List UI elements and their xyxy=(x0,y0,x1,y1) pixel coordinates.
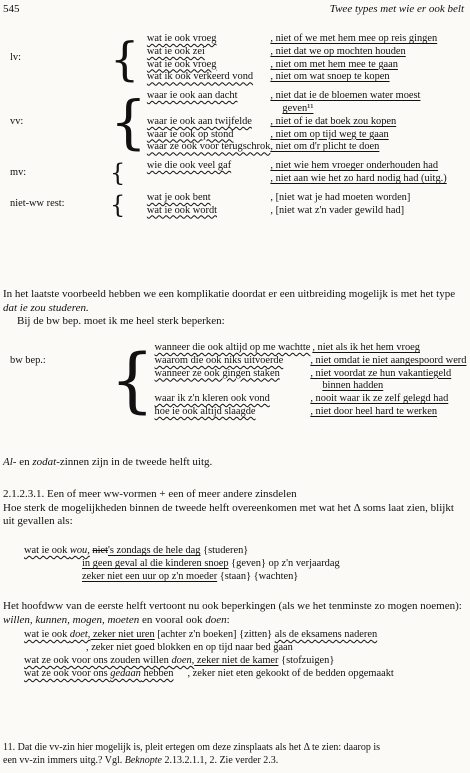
paragraph-1 xyxy=(3,288,465,329)
clause-right: , nooit waar ik ze zelf gelegd had xyxy=(310,393,449,405)
text-run: wou, xyxy=(69,545,90,556)
paragraph-italic: willen, kunnen, mogen, moeten xyxy=(3,613,140,626)
clause-left: wat ie ook vroeg xyxy=(146,33,217,44)
clause-left: wat ie ook vroeg xyxy=(146,58,217,70)
clause-left: wie die ook veel gaf xyxy=(146,160,232,172)
example-row xyxy=(10,90,447,103)
clause-left: waarom die ook niks uitvoerde xyxy=(154,354,284,366)
example-line xyxy=(24,654,464,667)
group-label-niet-ww-rest: niet-ww rest: xyxy=(10,198,65,210)
clause-right: , [niet wat z'n vader gewild had] xyxy=(270,204,405,216)
clause-right: binnen hadden xyxy=(322,380,384,392)
paragraph-italic: Al- xyxy=(3,456,17,468)
paragraph-italic: doen xyxy=(205,613,227,626)
example-line xyxy=(24,570,464,583)
clause-right: , niet door heel hard te werken xyxy=(310,405,438,417)
clause-left: waar ze ook voor terugschrok xyxy=(146,141,271,153)
clause-left: waar ie ook op stond xyxy=(146,128,234,140)
brace: { xyxy=(110,190,126,219)
clause-right: , niet om wat snoep te kopen xyxy=(270,71,390,83)
section-heading: 2.1.2.3.1. Een of meer ww-vormen + een of meer andere zinsdelen xyxy=(3,488,297,500)
clause-left: waar ie ook aan twijfelde xyxy=(146,115,252,127)
text-run: doet, xyxy=(69,629,91,640)
text-run: een vv-zin immers uitg.? Vgl. xyxy=(3,754,125,766)
text-run: hebben xyxy=(140,668,174,679)
example-sentence-2 xyxy=(24,628,464,680)
example-row xyxy=(10,33,447,46)
clause-left: wat ie ook wordt xyxy=(146,204,218,216)
text-run: {geven} op z'n verjaardag xyxy=(228,558,340,569)
clause-left: wanneer ze ook gingen staken xyxy=(154,367,280,379)
paragraph-text: In het laatste voorbeeld hebben we een komplikatie doordat er een uitbreiding mogelijk is met het type xyxy=(3,288,456,300)
example-sentence-1 xyxy=(24,544,464,583)
clause-right: geven¹¹ xyxy=(282,102,314,114)
clause-right: , niet als ik het hem vroeg xyxy=(312,342,420,353)
text-run: gedaan xyxy=(110,668,141,679)
paragraph-text: -zinnen zijn in de tweede helft uitg. xyxy=(56,456,213,468)
example-block-1 xyxy=(10,33,447,217)
brace: { xyxy=(110,158,126,187)
example-line xyxy=(24,557,464,570)
clause-right: , [niet wat je had moeten worden] xyxy=(270,191,411,203)
section xyxy=(3,488,465,529)
example-line xyxy=(24,544,464,557)
text-run: wat ze ook voor ons zouden willen xyxy=(24,655,172,666)
text-run: wat ie ook xyxy=(24,629,70,640)
paragraph-text: en vooral ook xyxy=(139,613,206,626)
footnote-line xyxy=(3,755,465,768)
text-run: {staan} {wachten} xyxy=(217,571,299,582)
paragraph-text: : xyxy=(226,613,230,626)
example-row xyxy=(10,342,466,355)
clause-left: waar ie ook aan dacht xyxy=(146,90,238,102)
clause-left: wat ik ook verkeerd vond xyxy=(146,71,254,83)
clause-right: , niet voordat ze hun vakantiegeld xyxy=(310,367,452,379)
clause-left: wanneer die ook altijd op me wachtte xyxy=(154,342,311,353)
paragraph-text: en xyxy=(16,456,33,468)
text-run: doen, xyxy=(171,655,195,666)
clause-right: , niet wie hem vroeger onderhouden had xyxy=(270,160,439,172)
example-row xyxy=(10,192,447,205)
clause-right: , niet aan wie het zo hard nodig had (uitg.) xyxy=(270,172,447,184)
clause-right: , niet dat we op mochten houden xyxy=(270,45,406,57)
text-run: [achter z'n boeken] {zitten} xyxy=(154,629,275,640)
paragraph-text: Bij de bw bep. moet ik me heel sterk beperken: xyxy=(17,315,225,327)
example-line xyxy=(24,667,464,680)
section-text: Hoe sterk de mogelijkheden binnen de tweede helft overeenkomen met wat het Δ soms laat zien, blijkt uit gevallen als: xyxy=(3,501,454,527)
text-run: {stofzuigen} xyxy=(278,655,335,666)
text-run: , zeker niet goed blokken en op tijd naar bed gaan xyxy=(86,642,293,653)
example-line xyxy=(24,628,464,641)
text-run: wat ie ook xyxy=(24,545,70,556)
paragraph-text: Het hoofdww van de eerste helft vertoont nu ook beperkingen (als we het tenminste zo mogen noemen): xyxy=(3,600,462,612)
clause-left: hoe ie ook altijd slaagde xyxy=(154,405,256,417)
clause-right: , niet om met hem mee te gaan xyxy=(270,58,398,70)
clause-right: , niet of ie dat boek zou kopen xyxy=(270,115,397,127)
group-label-lv: lv: xyxy=(10,52,21,64)
text-run: zeker niet de kamer xyxy=(194,655,279,666)
brace: { xyxy=(110,31,140,86)
paragraph-italic: zodat xyxy=(32,456,57,468)
text-run: Beknopte xyxy=(124,754,162,766)
clause-right: , niet of we met hem mee op reis gingen xyxy=(270,33,438,44)
text-run: niet xyxy=(92,545,109,556)
clause-right: , niet om d'r plicht te doen xyxy=(270,141,380,153)
group-label-vv: vv: xyxy=(10,115,24,127)
clause-right: , niet dat ie de bloemen water moest xyxy=(270,90,421,102)
text-run: {studeren} xyxy=(200,545,249,556)
text-run: , zeker niet eten gekookt of de bedden opgemaakt xyxy=(187,668,394,679)
paragraph-2 xyxy=(3,456,465,470)
example-block-2 xyxy=(10,339,467,422)
footnote-line: 11. Dat die vv-zin hier mogelijk is, pleit ertegen om deze zinsplaats als het Δ te zien: daarop is xyxy=(3,742,381,753)
brace: { xyxy=(110,339,155,422)
paragraph-italic: dat ie zou studeren. xyxy=(3,301,89,314)
example-row xyxy=(10,380,466,393)
text-run: wat ze ook voor ons xyxy=(24,668,111,679)
text-run: zeker niet een uur op z'n moeder xyxy=(82,571,218,582)
text-run: 2.13.2.1.1, 2. Zie verder 2.3. xyxy=(161,754,279,766)
text-run: 's zondags de hele dag xyxy=(108,545,201,556)
example-line xyxy=(24,641,464,654)
page-number: 545 xyxy=(3,3,20,15)
group-label-bw-bep: bw bep.: xyxy=(10,354,46,366)
clause-left: waar ik z'n kleren ook vond xyxy=(154,393,270,405)
clause-left: wat ie ook zei xyxy=(146,45,205,57)
text-run: zeker niet uren xyxy=(90,629,155,640)
clause-right: , niet omdat ie niet aangespoord werd xyxy=(310,354,467,366)
clause-left: wat je ook bent xyxy=(146,191,211,203)
example-row xyxy=(10,160,447,173)
group-label-mv: mv: xyxy=(10,166,27,178)
brace: { xyxy=(110,88,147,157)
running-title: Twee types met wie er ook belt xyxy=(329,3,464,15)
text-run: in geen geval al die kinderen snoep xyxy=(82,558,229,569)
clause-right: , niet om op tijd weg te gaan xyxy=(270,128,389,140)
footnote xyxy=(3,742,465,767)
paragraph-3 xyxy=(3,600,465,627)
text-run: als de eksamens naderen xyxy=(274,629,378,640)
